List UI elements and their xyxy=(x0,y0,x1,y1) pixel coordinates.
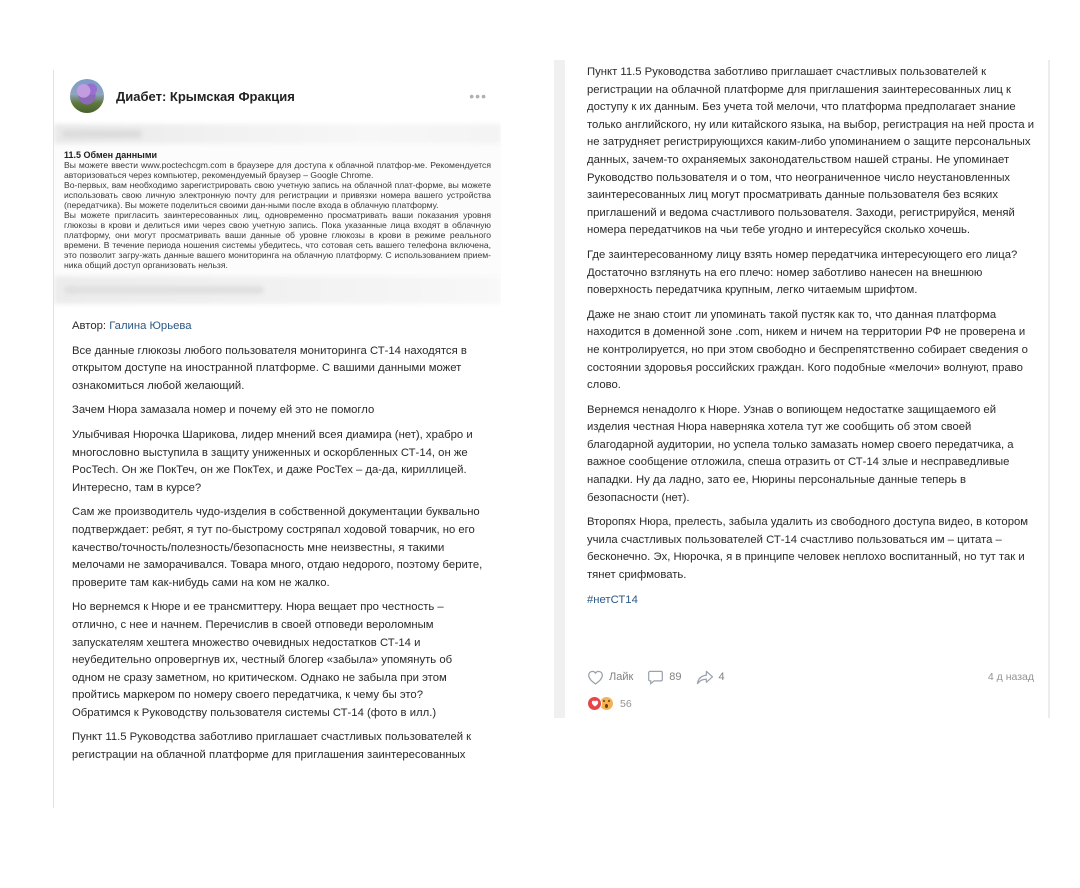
post-header xyxy=(54,70,501,122)
comment-icon xyxy=(647,670,664,685)
post-paragraph: Пункт 11.5 Руководства заботливо приглашает счастливых пользователей к регистрации на облачной платформе для приглашения заинтересованных xyxy=(72,731,472,762)
manual-paragraph: Вы можете ввести www.poctechcgm.com в браузере для доступа к облачной платфор-ме. Рекомендуется авторизоваться через компьютер, рекомендуемый браузер – Google Chrome. xyxy=(64,160,491,180)
comments-count: 89 xyxy=(669,671,682,683)
share-icon xyxy=(696,670,714,685)
post-paragraph: Улыбчивая Нюрочка Шарикова, лидер мнений всея диамира (нет), храбро и многословно выступила в защиту униженных и оскорбленных СТ-14, он же PocTech. Он же ПокТеч, он же ПокТех, и даже РосТех – да-да, кириллицей. Интересно, там в курсе? xyxy=(72,428,473,494)
post-paragraph: Сам же производитель чудо-изделия в собственной документации буквально подтверждает: ребят, я тут по-быстрому состряпал ходовой товарчик, но его качество/точность/полезность/безопасность мне неизвестны, я такими мелочами не заморачивался. Товара много, отдаю недорого, поэтому берите, проверите там как-нибудь сами на ком не жалко. xyxy=(72,506,483,589)
comments-button[interactable] xyxy=(647,670,681,685)
post-text-continued xyxy=(565,60,1048,609)
more-options-icon[interactable]: ••• xyxy=(469,88,487,104)
post-paragraph: Но вернемся к Нюре и ее трансмиттеру. Нюра вещает про честность – отлично, с нее и начнем. Перечислив в своей отповеди вероломным запускателям хештега множество очевидных недостатков СТ-14 и неубедительно опровергнув их, честный блогер «забыла» упомянуть об одном не сразу заметном, но критическом. Однако не забыла при этом пройтись маркером по номеру своего передатчика, к чему бы это? Обратимся к Руководству пользователя системы СТ-14 (фото в илл.) xyxy=(72,601,453,719)
heart-icon xyxy=(587,670,604,685)
reactions-count: 56 xyxy=(620,697,632,710)
blurred-region-top xyxy=(54,124,501,144)
like-label: Лайк xyxy=(609,671,634,683)
post-text xyxy=(54,304,501,765)
right-post-panel xyxy=(554,60,1050,718)
left-post-panel xyxy=(53,70,501,808)
heart-reaction-icon xyxy=(587,696,602,711)
group-avatar[interactable] xyxy=(70,79,104,113)
post-paragraph: Зачем Нюра замазала номер и почему ей это не помогло xyxy=(72,404,375,417)
manual-paragraph: Во-первых, вам необходимо зарегистрировать свою учетную запись на облачной плат-форме, вы можете использовать свою личную электронную почту для регистрации и привязки номера вашего устройства (передатчика). Вы можете поделиться своими дан-ными после входа в облачную платформу. xyxy=(64,180,491,210)
blurred-region-bottom xyxy=(54,276,501,304)
hashtag-link[interactable]: #нетСТ14 xyxy=(587,593,638,606)
reactions-summary[interactable] xyxy=(587,696,632,711)
post-actions-bar xyxy=(587,667,1034,687)
shares-count: 4 xyxy=(718,671,725,683)
like-button[interactable] xyxy=(587,670,633,685)
share-button[interactable] xyxy=(696,670,725,685)
post-paragraph: Вернемся ненадолго к Нюре. Узнав о вопиющем недостатке защищаемого ей изделия честная Нюра наверняка хотела тут же сообщить об этом своей благодарной аудитории, но успела только замазать номер своего передатчика, а важное сообщение отложила, спеша отразить от СТ-14 злые и несправедливые нападки. Ну да ладно, зато ее, Нюрины персональные данные теперь в безопасности (нет). xyxy=(587,403,1014,504)
post-paragraph: Даже не знаю стоит ли упоминать такой пустяк как то, что данная платформа находится в доменной зоне .com, никем и ничем на территории РФ не проверена и не контролируется, но при этом свободно и беспрепятственно собирает сведения о состоянии здоровья российских граждан. Кого подобные «мелочи» волнуют, право слово. xyxy=(587,308,1028,392)
author-line xyxy=(72,318,483,336)
post-paragraph: Все данные глюкозы любого пользователя мониторинга СТ-14 находятся в открытом доступе на иностранной платформе. С вашими данными может ознакомиться любой желающий. xyxy=(72,344,467,392)
post-paragraph: Пункт 11.5 Руководства заботливо приглашает счастливых пользователей к регистрации на облачной платформе для приглашения заинтересованных лиц к доступу к их данным. Без учета той мелочи, что платформа предполагает знание только английского, ну или китайского языка, на выбор, регистрация на ней проста и не затрудняет регистрирующихся каким-либо упоминанием о защите персональных данных, зачем-то охраняемых законодательством нашей страны. Не упоминает Руководство пользователя и о том, что неограниченное число неустановленных заинтересованных лиц могут просматривать данные пользователя без всяких приглашений и ведома счастливого пользователя. Заходи, регистрируйся, меняй номера передатчиков на чьи тебе угодно и интересуйся сколько хочешь. xyxy=(587,66,1035,237)
manual-paragraph: Вы можете пригласить заинтересованных лиц, одновременно просматривать ваши показания уровня глюкозы в крови и делиться ими через свою учетную запись. Пока указанные лица входят в облачную платформу, они могут просматривать ваши данные об уровне глюкозы в крови в режиме реального времени. В течение периода ношения системы убедитесь, что сотовая сеть вашего телефона включена, это позволит загру-жать данные вашего мониторинга на облачную платформу. С использованием прием-ника общий доступ организовать нельзя. xyxy=(64,210,491,270)
group-name[interactable]: Диабет: Крымская Фракция xyxy=(116,88,295,104)
post-paragraph: Где заинтересованному лицу взять номер передатчика интересующего его лица? Достаточно взглянуть на его плечо: номер заботливо нанесен на внешнюю поверхность передатчика крупным, легко читаемым шрифтом. xyxy=(587,248,1018,297)
author-label: Автор: xyxy=(72,320,107,332)
post-timestamp[interactable]: 4 д назад xyxy=(987,671,1034,683)
manual-excerpt-image[interactable] xyxy=(54,144,501,276)
manual-section-title: 11.5 Обмен данными xyxy=(64,150,158,160)
author-link[interactable]: Галина Юрьева xyxy=(109,320,192,332)
post-paragraph: Второпях Нюра, прелесть, забыла удалить из свободного доступа видео, в котором учила счастливых пользователей СТ-14 счастливо пользоваться им – цитата – бесконечно. Эх, Нюрочка, я в принципе человек неплохо воспитанный, но тут так и тянет срифмовать. xyxy=(587,516,1029,582)
